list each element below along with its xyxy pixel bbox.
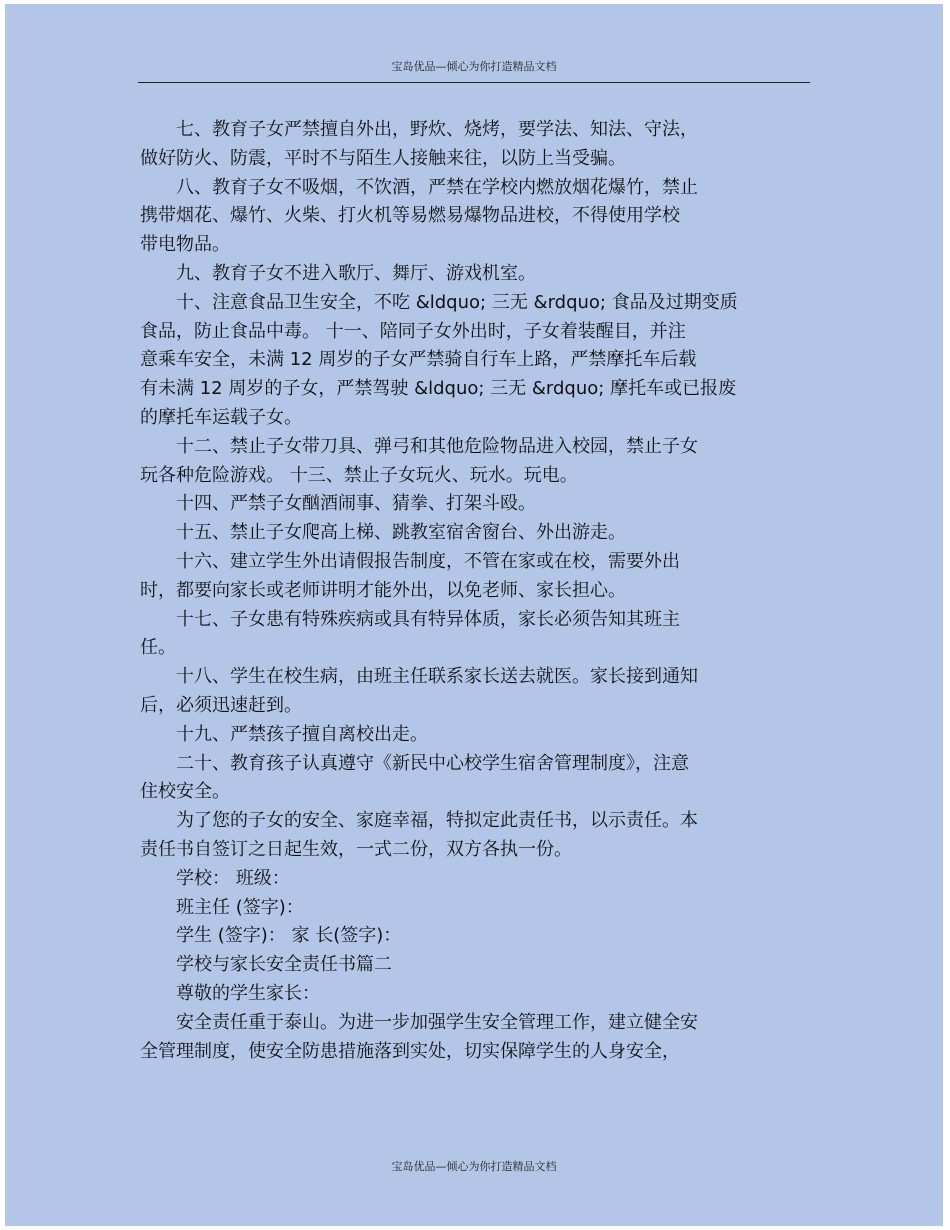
signature-school-class: 学校： 班级： (176, 867, 290, 889)
paragraph-line: 十九、严禁孩子擅自离校出走。 (176, 723, 428, 745)
paragraph-line: 安全责任重于泰山。为进一步加强学生安全管理工作，建立健全安 (176, 1011, 698, 1033)
paragraph-line: 十、注意食品卫生安全，不吃 &ldquo; 三无 &rdquo; 食品及过期变质 (176, 291, 738, 313)
paragraph-line: 意乘车安全，未满 12 周岁的子女严禁骑自行车上路，严禁摩托车后载 (140, 349, 697, 371)
paragraph-line: 九、教育子女不进入歌厅、舞厅、游戏机室。 (176, 262, 536, 284)
paragraph-line: 责任书自签订之日起生效，一式二份，双方各执一份。 (140, 838, 572, 860)
paragraph-line: 带电物品。 (140, 234, 230, 256)
salutation: 尊敬的学生家长： (176, 982, 320, 1004)
signature-head-teacher: 班主任 (签字)： (176, 896, 304, 918)
paragraph-line: 玩各种危险游戏。 十三、禁止子女玩火、玩水。玩电。 (140, 464, 578, 486)
paragraph-line: 八、教育子女不吸烟，不饮酒，严禁在学校内燃放烟花爆竹，禁止 (176, 176, 698, 198)
paragraph-line: 十二、禁止子女带刀具、弹弓和其他危险物品进入校园，禁止子女 (176, 435, 698, 457)
page-header: 宝岛优品—倾心为你打造精品文档 (138, 56, 810, 83)
section-title: 学校与家长安全责任书篇二 (176, 954, 392, 976)
paragraph-line: 携带烟花、爆竹、火柴、打火机等易燃易爆物品进校，不得使用学校 (140, 205, 680, 227)
paragraph-line: 十五、禁止子女爬高上梯、跳教室宿舍窗台、外出游走。 (176, 522, 626, 544)
paragraph-line: 做好防火、防震，平时不与陌生人接触来往，以防上当受骗。 (140, 147, 626, 169)
paragraph-line: 有未满 12 周岁的子女，严禁驾驶 &ldquo; 三无 &rdquo; 摩托车或已报废 (140, 378, 737, 400)
paragraph-line: 全管理制度，使安全防患措施落到实处，切实保障学生的人身安全， (140, 1040, 680, 1062)
paragraph-line: 住校安全。 (140, 781, 230, 803)
document-page (5, 4, 943, 1226)
paragraph-line: 后，必须迅速赶到。 (140, 694, 302, 716)
paragraph-line: 十七、子女患有特殊疾病或具有特异体质，家长必须告知其班主 (176, 608, 680, 630)
paragraph-line: 十六、建立学生外出请假报告制度，不管在家或在校，需要外出 (176, 550, 680, 572)
document-body (140, 116, 790, 1066)
paragraph-line: 任。 (140, 637, 176, 659)
signature-student-parent: 学生 (签字)： 家 长(签字)： (176, 925, 402, 947)
paragraph-line: 为了您的子女的安全、家庭幸福，特拟定此责任书，以示责任。本 (176, 810, 698, 832)
paragraph-line: 七、教育子女严禁擅自外出，野炊、烧烤，要学法、知法、守法， (176, 119, 698, 140)
paragraph-line: 十八、学生在校生病，由班主任联系家长送去就医。家长接到通知 (176, 666, 698, 688)
paragraph-line: 食品，防止食品中毒。 十一、陪同子女外出时，子女着装醒目，并注 (140, 320, 686, 342)
paragraph-line: 十四、严禁子女酗酒闹事、猜拳、打架斗殴。 (176, 493, 536, 515)
paragraph-line: 二十、教育孩子认真遵守《新民中心校学生宿舍管理制度》，注意 (176, 752, 689, 774)
page-footer: 宝岛优品—倾心为你打造精品文档 (391, 1160, 557, 1173)
paragraph-line: 时，都要向家长或老师讲明才能外出，以免老师、家长担心。 (140, 579, 626, 601)
paragraph-line: 的摩托车运载子女。 (140, 406, 302, 428)
